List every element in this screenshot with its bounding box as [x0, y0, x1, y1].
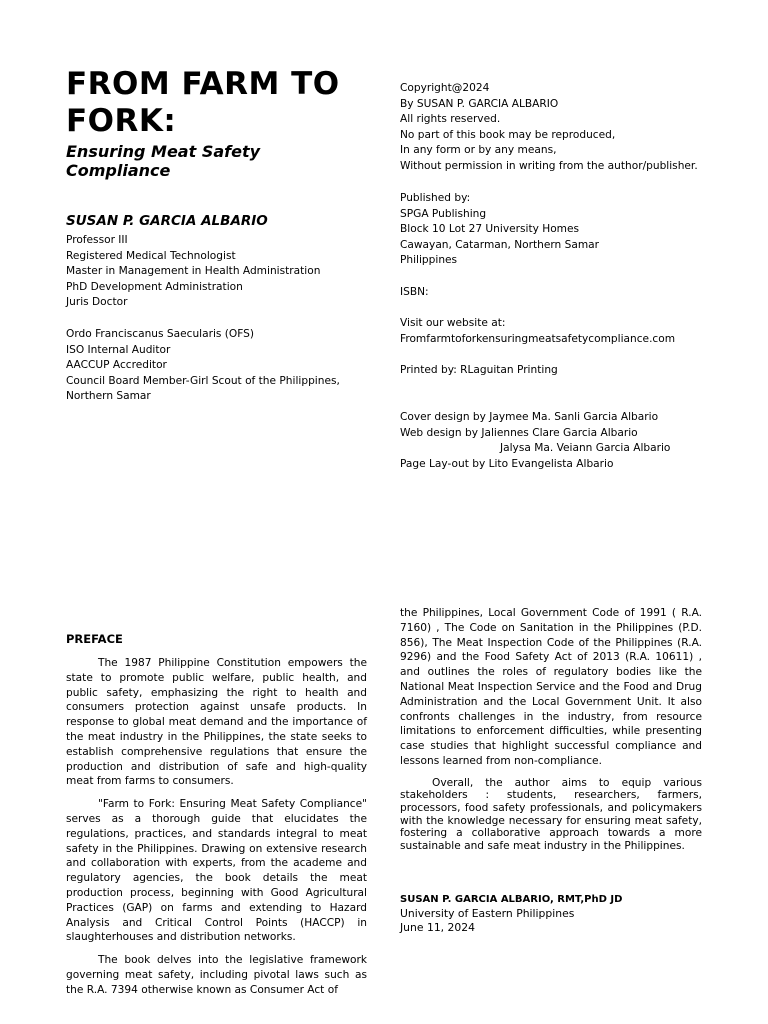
publisher-block [400, 191, 740, 269]
credential-line: Professor III [66, 234, 128, 246]
author-name: SUSAN P. GARCIA ALBARIO [66, 213, 268, 229]
signature-date: June 11, 2024 [400, 921, 476, 934]
signature-affiliation: University of Eastern Philippines [400, 907, 575, 920]
credit-line: Jalysa Ma. Veiann Garcia Albario [500, 442, 671, 455]
printed-by: Printed by: RLaguitan Printing [400, 364, 558, 376]
credential-line: Registered Medical Technologist [66, 249, 236, 262]
credential-line: AACCUP Accreditor [66, 359, 167, 372]
credit-line: Page Lay-out by Lito Evangelista Albario [400, 457, 614, 470]
design-credits [400, 410, 740, 472]
website-url: Fromfarmtoforkensuringmeatsafetycompliance.com [400, 332, 676, 345]
credential-line: PhD Development Administration [66, 280, 243, 293]
credit-line: Web design by Jaliennes Clare Garcia Albario [400, 426, 638, 439]
publisher-line: SPGA Publishing [400, 207, 487, 220]
copyright-line: Without permission in writing from the author/publisher. [400, 159, 698, 172]
copyright-block [400, 81, 740, 175]
credential-line: Ordo Franciscanus Saecularis (OFS) [66, 328, 255, 340]
website-block [400, 316, 740, 347]
credential-line: Northern Samar [66, 390, 151, 403]
publisher-line: Cawayan, Catarman, Northern Samar [400, 238, 599, 251]
credential-line: Juris Doctor [66, 296, 128, 309]
copyright-line: All rights reserved. [400, 113, 501, 126]
website-label: Visit our website at: [400, 317, 506, 329]
author-credentials-2 [66, 327, 366, 405]
copyright-line: By SUSAN P. GARCIA ALBARIO [400, 97, 559, 110]
preface-column-right [400, 606, 702, 860]
preface-paragraph: The 1987 Philippine Constitution empowers the state to promote public welfare, public health, and public safety, emphasizing the right to health and consumers protection against unsafe products. In response to global meat demand and the importance of the meat industry in the Philippines, the state seeks to establish comprehensive regulations that ensure the production and distribution of safe and high-quality meat from farms to consumers. [66, 657, 367, 788]
preface-heading: PREFACE [66, 632, 123, 646]
credential-line: Council Board Member-Girl Scout of the Philippines, [66, 374, 340, 387]
copyright-line: No part of this book may be reproduced, [400, 128, 616, 141]
copyright-line: Copyright@2024 [400, 82, 490, 94]
isbn: ISBN: [400, 286, 429, 298]
credential-line: Master in Management in Health Administration [66, 265, 321, 278]
published-label: Published by: [400, 192, 471, 204]
publisher-line: Block 10 Lot 27 University Homes [400, 223, 580, 236]
book-title: FROM FARM TO FORK: [66, 66, 340, 139]
author-credentials-1 [66, 233, 366, 311]
copyright-line: In any form or by any means, [400, 144, 557, 157]
preface-paragraph: Overall, the author aims to equip various stakeholders : students, researchers, farmers, processors, food safety professionals, and policymakers with the knowledge necessary for ensuring meat safety, fostering a collaborative approach towards a more sustainable and safe meat industry in the Philippines. [400, 776, 702, 852]
credential-line: ISO Internal Auditor [66, 343, 171, 356]
preface-column-left [66, 656, 367, 1006]
preface-paragraph: "Farm to Fork: Ensuring Meat Safety Compliance" serves as a thorough guide that elucidates the regulations, practices, and standards integral to meat safety in the Philippines. Drawing on extensive research and collaboration with experts, from the academe and regulatory agencies, the book details the meat production process, beginning with Good Agricultural Practices (GAP) on farms and extending to Hazard Analysis and Critical Control Points (HACCP) in slaughterhouses and distribution networks. [66, 798, 367, 944]
book-subtitle: Ensuring Meat Safety Compliance [66, 142, 261, 180]
preface-paragraph: The book delves into the legislative framework governing meat safety, including pivotal laws such as the R.A. 7394 otherwise known as Consumer Act of [66, 954, 367, 996]
preface-paragraph: the Philippines, Local Government Code of 1991 ( R.A. 7160) , The Code on Sanitation in the Philippines (P.D. 856), The Meat Inspection Code of the Philippines (R.A. 9296) and the Food Safety Act of 2013 (R.A. 10611) , and outlines the roles of regulatory bodies like the National Meat Inspection Service and the Food and Drug Administration and the Local Government Unit. It also confronts challenges in the industry, from resource limitations to enforcement difficulties, while presenting case studies that highlight successful compliance and lessons learned from non-compliance. [400, 607, 702, 767]
publisher-line: Philippines [400, 254, 458, 267]
credit-line: Cover design by Jaymee Ma. Sanli Garcia Albario [400, 411, 659, 423]
signature-name: SUSAN P. GARCIA ALBARIO, RMT,PhD JD [400, 894, 623, 905]
